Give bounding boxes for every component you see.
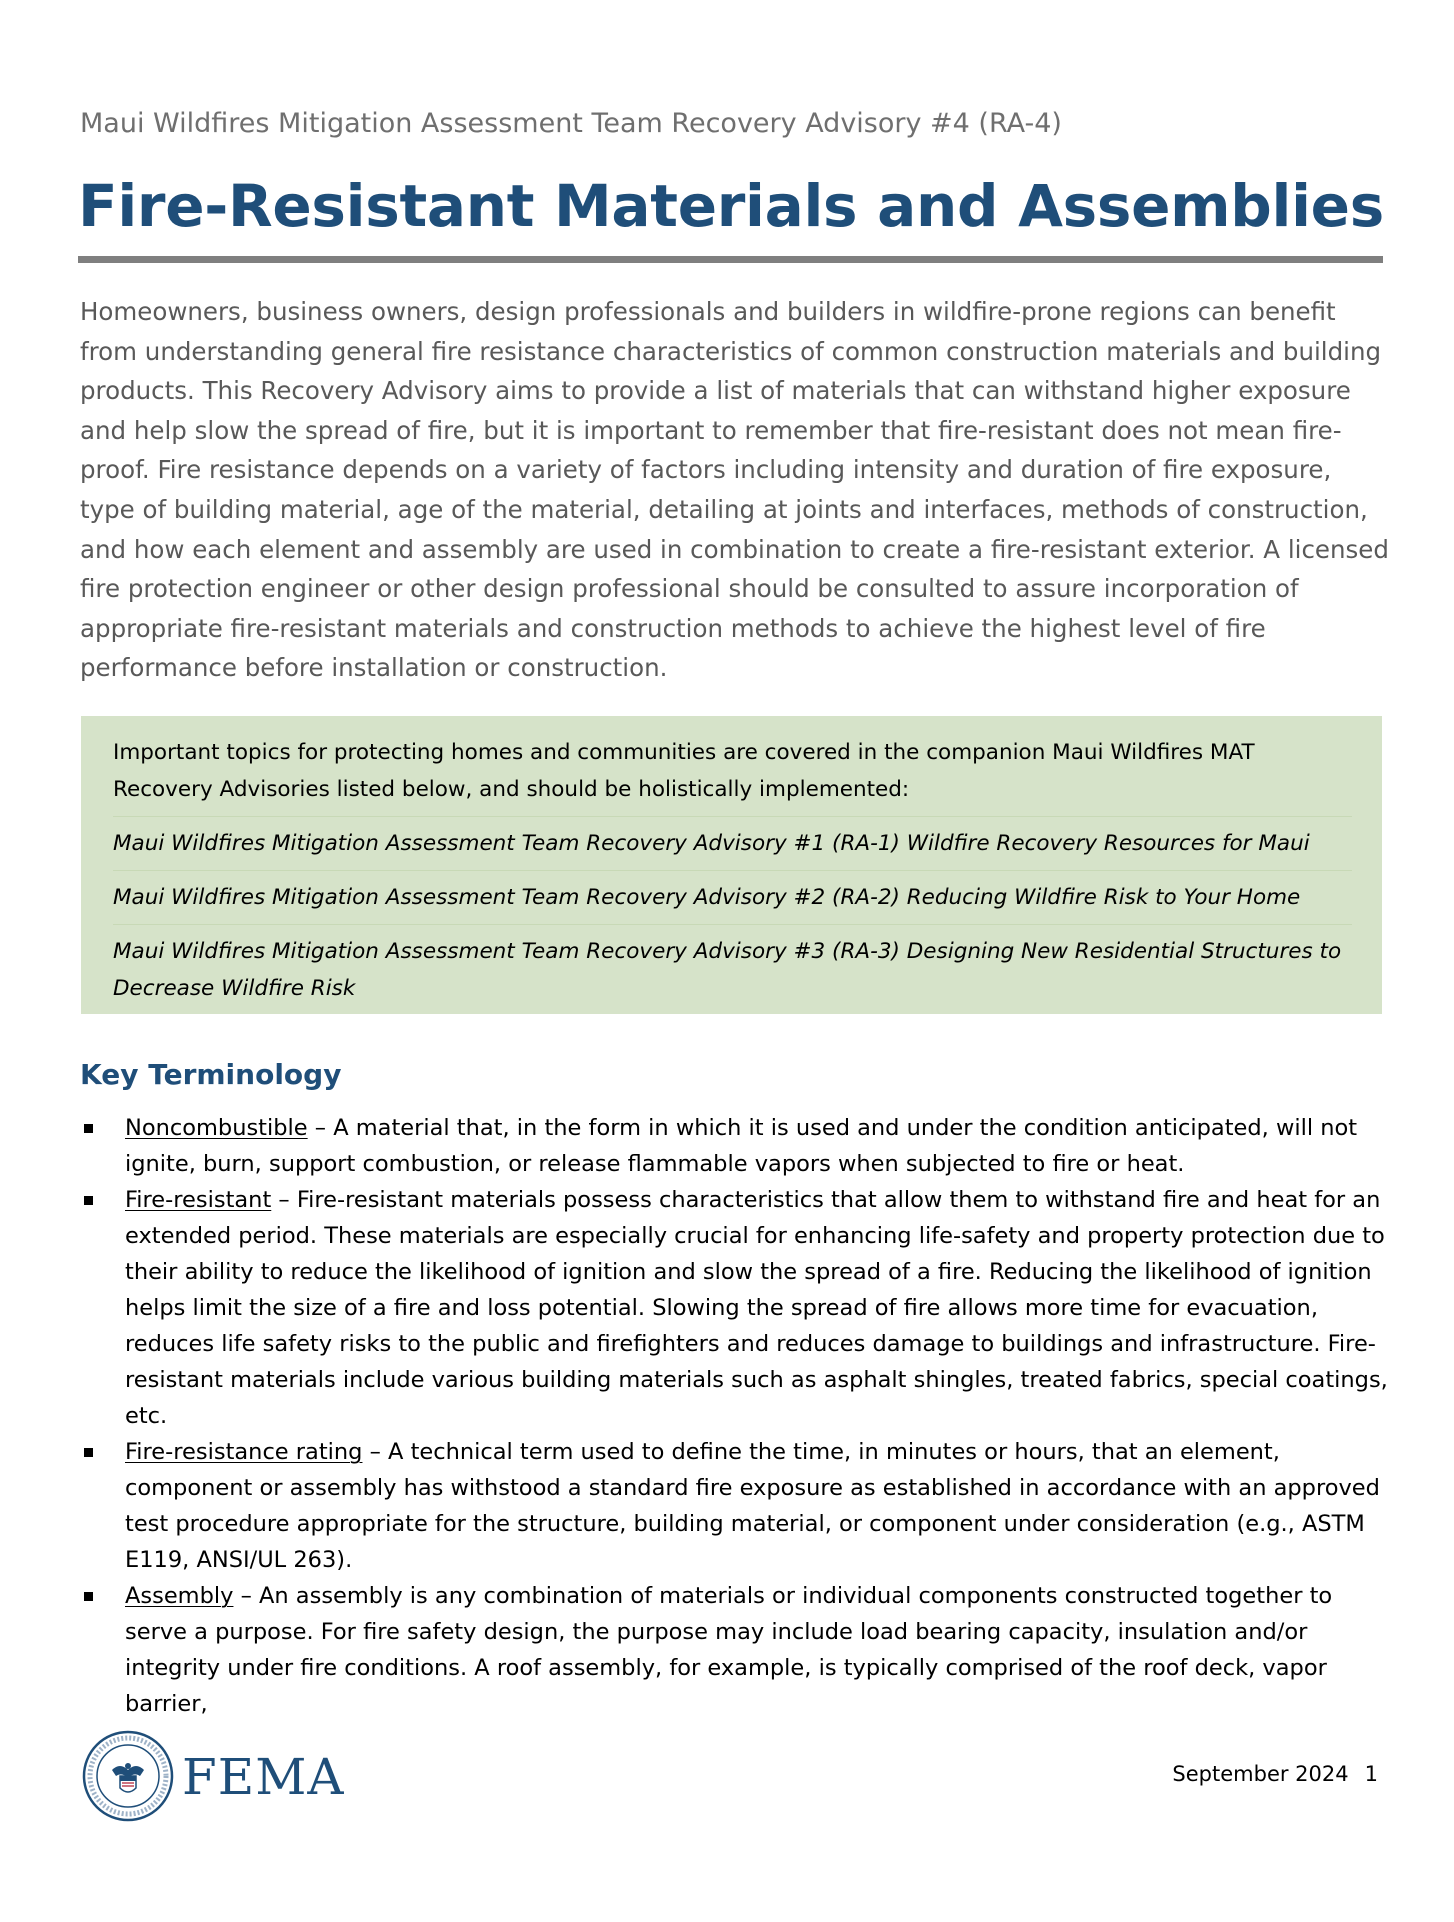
term-name: Noncombustible bbox=[125, 1115, 308, 1141]
dhs-seal-icon bbox=[82, 1730, 174, 1822]
list-item bbox=[80, 1578, 1390, 1722]
callout-item-ra3: Maui Wildfires Mitigation Assessment Team Recovery Advisory #3 (RA-3) Designing New Residential Structures to Decrease Wildfire Risk bbox=[113, 939, 1342, 1001]
fema-logo bbox=[82, 1730, 345, 1826]
section-heading-key-terminology: Key Terminology bbox=[80, 1058, 342, 1091]
title-divider bbox=[78, 256, 1383, 263]
term-name: Fire-resistant bbox=[125, 1187, 272, 1213]
terminology-list bbox=[80, 1110, 1390, 1722]
list-item bbox=[80, 1434, 1390, 1578]
callout-item-ra1: Maui Wildfires Mitigation Assessment Team Recovery Advisory #1 (RA-1) Wildfire Recovery Resources for Maui bbox=[113, 817, 1352, 871]
list-item bbox=[80, 1110, 1390, 1182]
page-footer bbox=[1172, 1762, 1378, 1786]
callout-item-ra2: Maui Wildfires Mitigation Assessment Team Recovery Advisory #2 (RA-2) Reducing Wildfire Risk to Your Home bbox=[113, 871, 1352, 925]
companion-advisories-callout bbox=[81, 716, 1382, 1014]
square-bullet-icon bbox=[84, 1196, 93, 1205]
term-definition: – Fire-resistant materials possess characteristics that allow them to withstand fire and heat for an extended period. These materials are especially crucial for enhancing life-safety and property protection due to their ability to reduce the likelihood of ignition and slow the spread of a fire. Reducing the likelihood of ignition helps limit the size of a fire and loss potential. Slowing the spread of fire allows more time for evacuation, reduces life safety risks to the public and firefighters and reduces damage to buildings and infrastructure. Fire-resistant materials include various building materials such as asphalt shingles, treated fabrics, special coatings, etc. bbox=[125, 1187, 1388, 1429]
callout-intro: Important topics for protecting homes and communities are covered in the companion Maui Wildfires MAT Recovery Advisories listed below, and should be holistically implemented: bbox=[113, 734, 1352, 817]
series-subtitle: Maui Wildfires Mitigation Assessment Team Recovery Advisory #4 (RA-4) bbox=[80, 108, 1062, 139]
intro-paragraph: Homeowners, business owners, design professionals and builders in wildfire-prone regions can benefit from understanding general fire resistance characteristics of common construction materials and building products. This Recovery Advisory aims to provide a list of materials that can withstand higher exposure and help slow the spread of fire, but it is important to remember that fire-resistant does not mean fire-proof. Fire resistance depends on a variety of factors including intensity and duration of fire exposure, type of building material, age of the material, detailing at joints and interfaces, methods of construction, and how each element and assembly are used in combination to create a fire-resistant exterior. A licensed fire protection engineer or other design professional should be consulted to assure incorporation of appropriate fire-resistant materials and construction methods to achieve the highest level of fire performance before installation or construction. bbox=[80, 297, 1389, 683]
term-definition: – A technical term used to define the time, in minutes or hours, that an element, component or assembly has withstood a standard fire exposure as established in accordance with an approved test procedure appropriate for the structure, building material, or component under consideration (e.g., ASTM E119, ANSI/UL 263). bbox=[125, 1439, 1380, 1573]
page-number: 1 bbox=[1364, 1762, 1378, 1786]
list-item bbox=[80, 1182, 1390, 1434]
term-name: Assembly bbox=[125, 1583, 234, 1609]
term-name: Fire-resistance rating bbox=[125, 1439, 363, 1465]
square-bullet-icon bbox=[84, 1124, 93, 1133]
square-bullet-icon bbox=[84, 1448, 93, 1457]
term-definition: – A material that, in the form in which it is used and under the condition anticipated, will not ignite, burn, support combustion, or release flammable vapors when subjected to fire or heat. bbox=[125, 1115, 1358, 1177]
term-definition: – An assembly is any combination of materials or individual components constructed together to serve a purpose. For fire safety design, the purpose may include load bearing capacity, insulation and/or integrity under fire conditions. A roof assembly, for example, is typically comprised of the roof deck, vapor barrier, bbox=[125, 1583, 1333, 1717]
page-title: Fire-Resistant Materials and Assemblies bbox=[78, 172, 1384, 240]
square-bullet-icon bbox=[84, 1592, 93, 1601]
fema-wordmark: FEMA bbox=[182, 1748, 345, 1806]
publication-date: September 2024 bbox=[1172, 1762, 1349, 1786]
